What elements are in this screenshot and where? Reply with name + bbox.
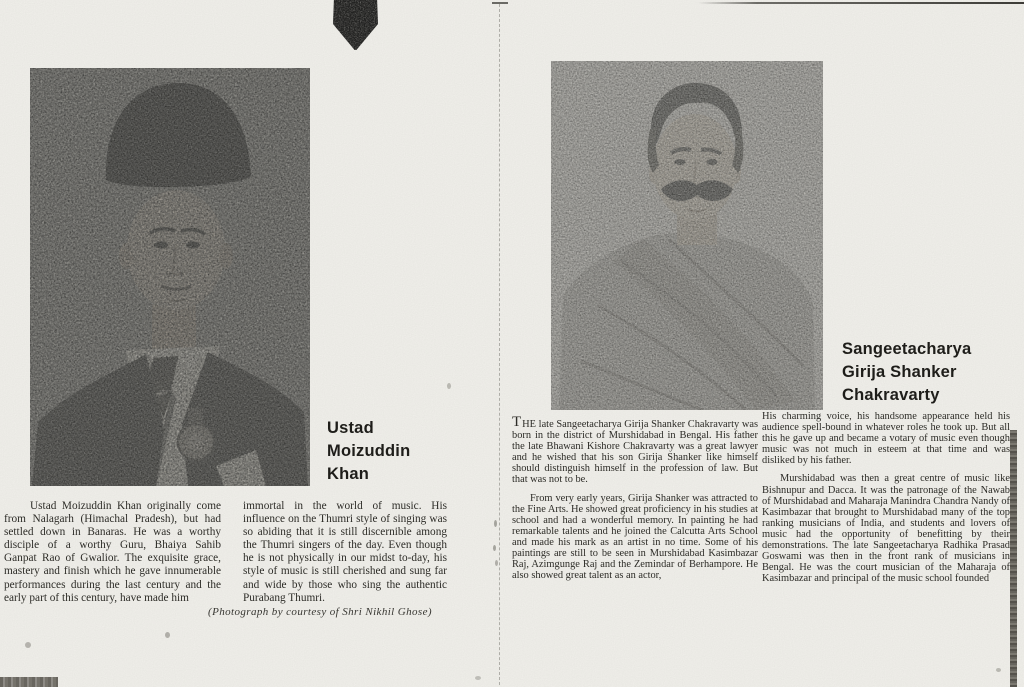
right-page-column-2 xyxy=(762,411,1010,584)
title-line: Khan xyxy=(327,465,370,483)
portrait-photo-left-art xyxy=(30,68,310,486)
body-paragraph: His charming voice, his handsome appearance held his audience spell-bound in whatever roles he took up. But all this he gave up and became a votary of music even though music was not much in esteem at that time and was disliked by his father. xyxy=(762,411,1010,467)
scan-speck xyxy=(165,632,170,638)
scan-right-edge-strip xyxy=(1010,430,1017,687)
scan-speck xyxy=(25,642,31,648)
center-fold-line xyxy=(499,4,500,685)
body-paragraph: Ustad Moizuddin Khan originally come from Nalagarh (Himachal Pradesh), but had settled down in Banaras. He was a worthy disciple of a worthy Guru, Bhaiya Sahib Ganpat Rao of Gwalior. The exquisite grace, mastery and finish which he gave innumerable performances during the last century and the early part of this century, have made him xyxy=(4,500,221,604)
fold-top-tick xyxy=(492,2,508,4)
body-paragraph: Murshidabad was then a great centre of music like Bishnupur and Dacca. It was the patronage of the Nawab of Murshidabad and Maharaja Manindra Chandra Nandy of Kasimbazar that brought to Murshidabad many of the top ranking musicians of India, and students and lovers of music had the opportunity of benefitting by their demonstrations. The late Sangeetacharya Radhika Prasad Goswami was then in the front rank of musicians in Bengal. He was the court musician of the Maharaja of Kasimbazar and principal of the music school founded xyxy=(762,473,1010,585)
scan-speck xyxy=(494,520,497,527)
photo-credit-caption: (Photograph by courtesy of Shri Nikhil Ghose) xyxy=(208,606,432,618)
scan-stain-mark xyxy=(333,0,378,50)
right-page-title xyxy=(842,338,971,407)
left-page-column-2 xyxy=(243,500,447,605)
paragraph-text: HE late Sangeetacharya Girija Shanker Chakravarty was born in the district of Murshidabad in Bengal. His father the late Bhawani Kishore Chakravarty was a great lawyer and he wished that his son Girija Shanker like himself should distinguish himself in the profession of law. But that was not to be. xyxy=(512,419,758,486)
left-page-column-1 xyxy=(4,500,221,605)
body-paragraph xyxy=(512,414,758,486)
dropcap-letter: T xyxy=(512,414,523,430)
portrait-photo-moizuddin-khan xyxy=(30,68,310,486)
title-line: Girija Shanker xyxy=(842,363,957,381)
title-line: Sangeetacharya xyxy=(842,340,972,358)
scan-speck xyxy=(493,545,496,551)
body-paragraph: From very early years, Girija Shanker was attracted to the Fine Arts. He showed great proficiency in his studies at school and had a wonderful memory. In painting he had remarkable talents and he joined the Calcutta Arts School and made his mark as an artist in no time. Some of his paintings are still to be seen in Murshidabad Kasimbazar Raj, Azimgunge Raj and the Zemindar of Berhampore. He also showed great talent as an actor, xyxy=(512,492,758,582)
right-page-column-1 xyxy=(512,414,758,582)
portrait-photo-right-art xyxy=(551,61,823,410)
title-line: Chakravarty xyxy=(842,386,940,404)
scan-top-edge-line xyxy=(698,2,1024,4)
scan-bottom-smudge xyxy=(0,677,58,687)
scan-speck xyxy=(996,668,1001,672)
photo-grain-light xyxy=(30,68,310,486)
scan-speck xyxy=(475,676,481,680)
left-page-title xyxy=(327,417,410,486)
title-line: Moizuddin xyxy=(327,442,411,460)
portrait-photo-girija-shanker-chakravarty xyxy=(551,61,823,410)
body-paragraph: immortal in the world of music. His influence on the Thumri style of singing was so abiding that it is still discernible among the Thumri singers of the day. Even though he is not physically in our midst to-day, his style of music is still cherished and sung far and wide by those who sing the authentic Purabang Thumri. xyxy=(243,500,447,604)
scan-speck xyxy=(447,383,451,389)
scan-speck xyxy=(495,560,498,566)
photo-grain-light xyxy=(551,61,823,410)
title-line: Ustad xyxy=(327,419,374,437)
stain-noise xyxy=(333,0,378,50)
